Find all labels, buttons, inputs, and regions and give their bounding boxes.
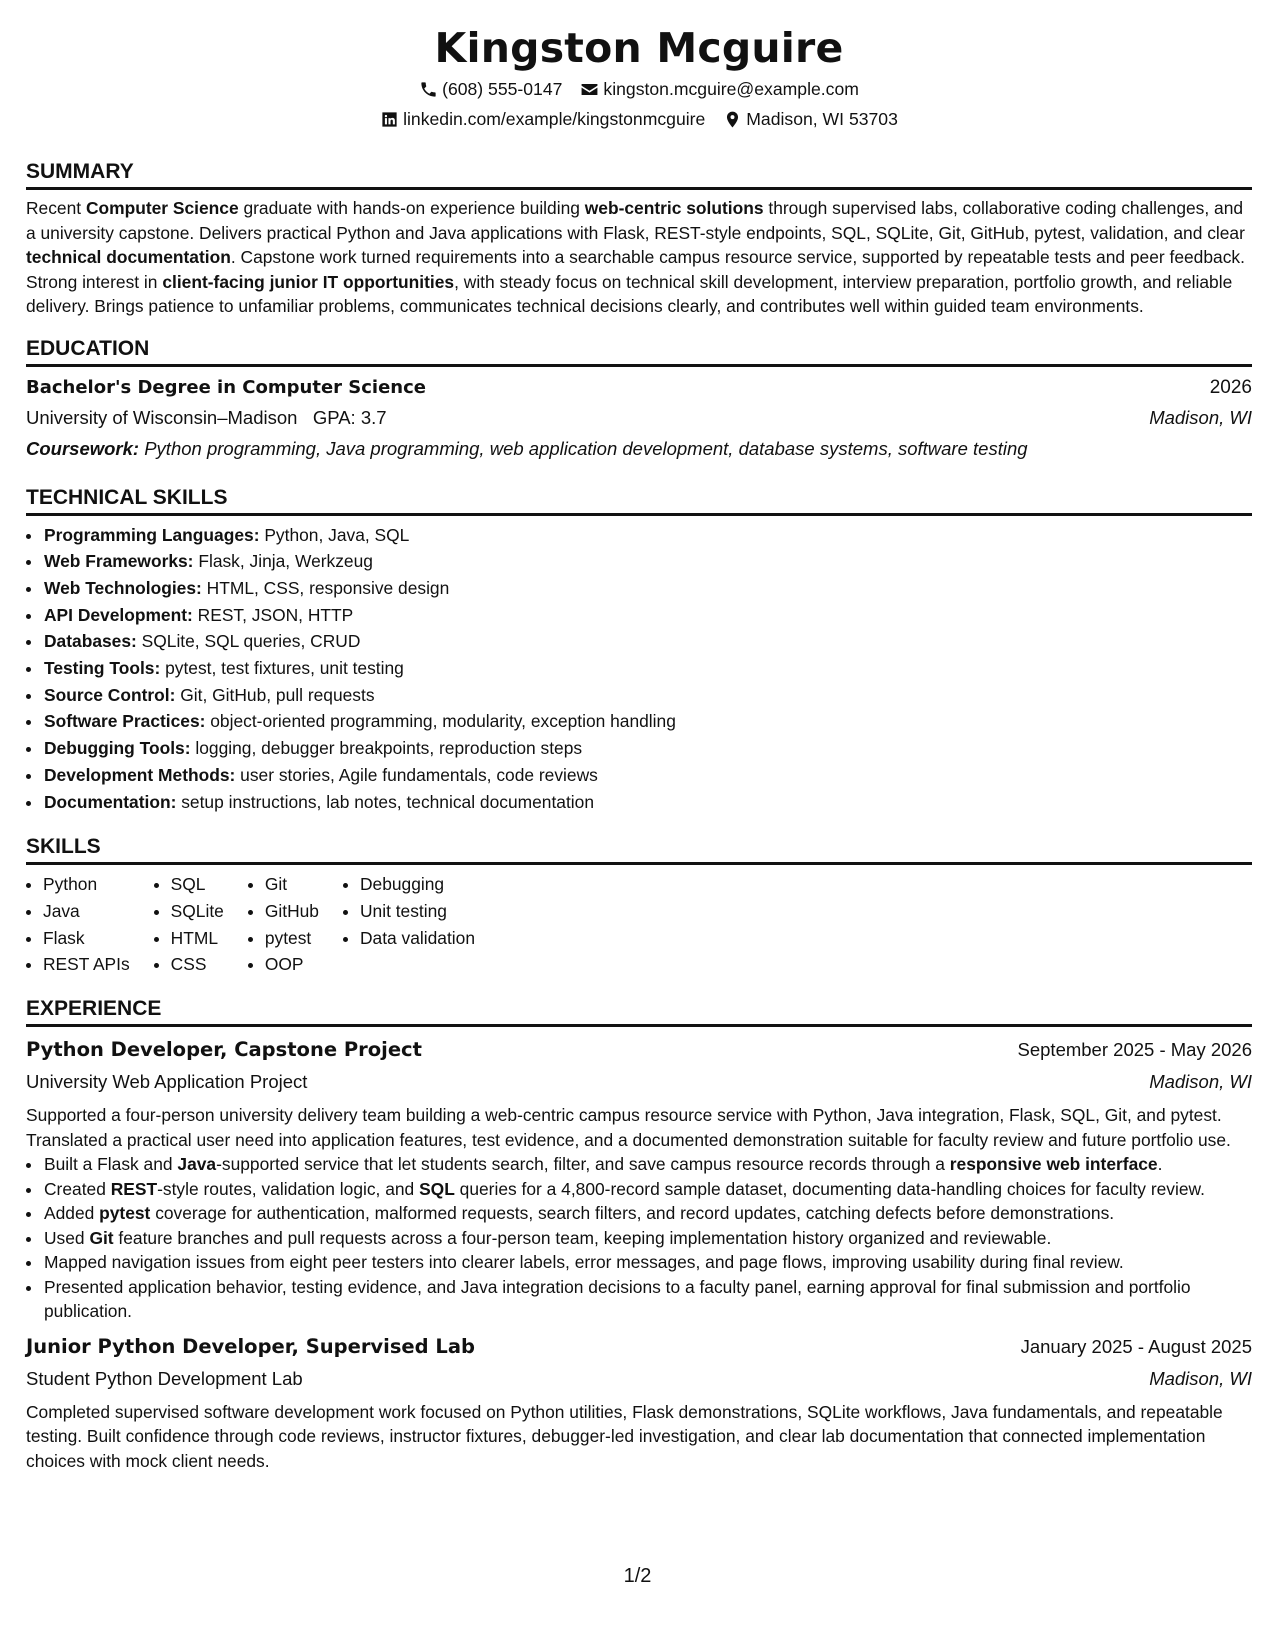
skill-item: • Java xyxy=(43,898,130,925)
summary-part: web-centric solutions xyxy=(584,198,764,218)
job-organization: Student Python Development Lab xyxy=(26,1367,303,1389)
technical-skill-label: Development Methods: xyxy=(44,764,236,785)
job-title: Junior Python Developer, Supervised Lab xyxy=(26,1334,475,1358)
degree: Bachelor's Degree in Computer Science xyxy=(26,376,426,398)
technical-skill-label: Software Practices: xyxy=(44,711,206,732)
location-text: Madison, WI 53703 xyxy=(746,109,898,129)
technical-skill-value: SQLite, SQL queries, CRUD xyxy=(141,631,361,652)
skill-item: • CSS xyxy=(171,951,224,978)
skills-columns xyxy=(26,871,1252,978)
skills-column xyxy=(343,871,475,978)
summary-part: through supervised labs, collaborative coding challenges, and a university capstone. Delivers practical Python and Java applications with Flask, REST-style endpoints, SQL, SQLite, Git, GitHub, pytest, validation, and clear xyxy=(26,198,1245,243)
technical-skill-item xyxy=(43,682,1252,709)
technical-skill-item xyxy=(43,789,1252,816)
technical-skill-value: Python, Java, SQL xyxy=(264,524,410,545)
technical-skill-label: Databases: xyxy=(44,631,137,652)
technical-skill-item xyxy=(43,575,1252,602)
skill-item: • Unit testing xyxy=(360,898,475,925)
job-description: Supported a four-person university delivery team building a web-centric campus resource service with Python, Java integration, Flask, SQL, Git, and pytest. Translated a practical user need into application features, test evidence, and a documented demonstration suitable for faculty review and future portfolio use. xyxy=(26,1105,1231,1150)
technical-skill-label: Programming Languages: xyxy=(44,524,260,545)
skill-item: • GitHub xyxy=(265,898,319,925)
job-header-row xyxy=(26,1330,1252,1364)
technical-skill-value: object-oriented programming, modularity, exception handling xyxy=(210,711,676,732)
job-entry xyxy=(26,1330,1252,1474)
job-bullet-part: Presented application behavior, testing evidence, and Java integration decisions to a faculty panel, earning approval for final submission and portfolio publication. xyxy=(44,1276,1191,1322)
experience-list xyxy=(26,1033,1252,1473)
job-org-row xyxy=(26,1364,1252,1394)
skill-item: • OOP xyxy=(265,951,319,978)
section-title-education: EDUCATION xyxy=(26,335,1252,367)
job-header-row xyxy=(26,1033,1252,1067)
skills-column xyxy=(154,871,224,978)
page-number: 1/2 xyxy=(623,1565,652,1587)
job-bullet xyxy=(43,1201,1252,1226)
job-location: Madison, WI xyxy=(1149,1071,1252,1093)
job-bullet xyxy=(43,1226,1252,1251)
linkedin-icon xyxy=(380,110,399,129)
technical-skill-label: Web Technologies: xyxy=(44,577,202,598)
summary-text xyxy=(26,196,1252,319)
technical-skill-item xyxy=(43,628,1252,655)
skill-item: • Python xyxy=(43,871,130,898)
job-entry xyxy=(26,1033,1252,1324)
section-title-skills: SKILLS xyxy=(26,833,1252,865)
job-organization: University Web Application Project xyxy=(26,1071,308,1093)
technical-skill-label: Source Control: xyxy=(44,684,176,705)
education-row-2 xyxy=(26,403,1252,433)
summary-part: Recent xyxy=(26,198,86,218)
technical-skill-item xyxy=(43,602,1252,629)
job-bullet xyxy=(43,1250,1252,1275)
resume-page xyxy=(26,18,1252,1473)
technical-skill-label: API Development: xyxy=(44,604,193,625)
skill-item: • Flask xyxy=(43,925,130,952)
skill-item: • HTML xyxy=(171,925,224,952)
summary-part: Computer Science xyxy=(85,198,239,218)
coursework xyxy=(26,433,1252,464)
envelope-icon xyxy=(580,80,599,99)
education-section xyxy=(26,335,1252,464)
linkedin-text: linkedin.com/example/kingstonmcguire xyxy=(403,109,706,129)
job-bullet-part: SQL xyxy=(419,1178,455,1199)
summary-part: client-facing junior IT opportunities xyxy=(162,271,455,292)
summary-part: technical documentation xyxy=(26,247,231,267)
skill-item: • Debugging xyxy=(360,871,475,898)
skill-item: • pytest xyxy=(265,925,319,952)
section-title-technical-skills: TECHNICAL SKILLS xyxy=(26,484,1252,516)
technical-skill-label: Testing Tools: xyxy=(44,658,161,679)
technical-skill-value: Flask, Jinja, Werkzeug xyxy=(198,551,373,572)
job-description: Completed supervised software development work focused on Python utilities, Flask demonstrations, SQLite workflows, Java fundamentals, and repeatable testing. Built confidence through code reviews, instructor fixtures, debugger-led investigation, and clear lab documentation that connected implementation choices with mock client needs. xyxy=(26,1401,1223,1471)
job-bullet-part: Used xyxy=(44,1227,90,1248)
job-dates: January 2025 - August 2025 xyxy=(1020,1335,1252,1357)
technical-skill-label: Debugging Tools: xyxy=(44,738,191,759)
technical-skill-value: user stories, Agile fundamentals, code reviews xyxy=(240,764,598,785)
technical-skill-value: HTML, CSS, responsive design xyxy=(206,577,450,598)
graduation-year: 2026 xyxy=(1209,376,1252,398)
school-location: Madison, WI xyxy=(1149,406,1252,428)
school-name: University of Wisconsin–Madison xyxy=(26,406,298,428)
job-bullet-list xyxy=(26,1152,1252,1324)
school-line xyxy=(26,403,387,433)
job-bullet-part: coverage for authentication, malformed requests, search filters, and record updates, catching defects before demonstrations. xyxy=(150,1203,1115,1224)
technical-skill-label: Documentation: xyxy=(44,791,177,812)
coursework-text: Python programming, Java programming, web application development, database systems, software testing xyxy=(144,437,1028,459)
skill-item: • Git xyxy=(265,871,319,898)
technical-skills-section xyxy=(26,484,1252,816)
job-bullet-part: pytest xyxy=(99,1203,151,1224)
technical-skill-item xyxy=(43,548,1252,575)
coursework-label: Coursework: xyxy=(26,437,140,459)
summary-section xyxy=(26,158,1252,319)
job-bullet-part: queries for a 4,800-record sample dataset, documenting data-handling choices for faculty review. xyxy=(454,1178,1205,1199)
skills-column xyxy=(248,871,319,978)
experience-section xyxy=(26,995,1252,1473)
job-dates: September 2025 - May 2026 xyxy=(1017,1039,1252,1061)
skills-section xyxy=(26,833,1252,978)
technical-skill-value: pytest, test fixtures, unit testing xyxy=(165,658,404,679)
job-bullet-part: Built a Flask and xyxy=(44,1154,178,1175)
map-pin-icon xyxy=(723,110,742,129)
job-bullet xyxy=(43,1275,1252,1324)
job-bullet-part: Created xyxy=(44,1178,111,1199)
technical-skill-item xyxy=(43,655,1252,682)
technical-skill-value: logging, debugger breakpoints, reproduction steps xyxy=(195,738,583,759)
job-bullet xyxy=(43,1177,1252,1202)
job-bullet-part: Java xyxy=(177,1154,217,1175)
section-title-experience: EXPERIENCE xyxy=(26,995,1252,1027)
job-bullet-part: -supported service that let students search, filter, and save campus resource records through a xyxy=(216,1154,950,1175)
email-text: kingston.mcguire@example.com xyxy=(603,79,859,99)
job-title: Python Developer, Capstone Project xyxy=(26,1038,422,1062)
job-bullet-part: Git xyxy=(89,1227,114,1248)
technical-skill-item xyxy=(43,735,1252,762)
education-row-1 xyxy=(26,373,1252,403)
summary-part: graduate with hands-on experience building xyxy=(238,198,585,218)
skills-column xyxy=(26,871,130,978)
technical-skill-item xyxy=(43,762,1252,789)
job-bullet-part: Added xyxy=(44,1203,100,1224)
contact-linkedin[interactable] xyxy=(380,104,705,134)
job-location: Madison, WI xyxy=(1149,1367,1252,1389)
skill-item: • REST APIs xyxy=(43,951,130,978)
job-bullet xyxy=(43,1152,1252,1177)
contact-email[interactable] xyxy=(580,74,858,104)
skill-item: • SQL xyxy=(171,871,224,898)
technical-skill-value: Git, GitHub, pull requests xyxy=(180,684,375,705)
job-bullet-part: -style routes, validation logic, and xyxy=(157,1178,420,1199)
job-bullet-part: Mapped navigation issues from eight peer testers into clearer labels, error messages, and page flows, improving usability during final review. xyxy=(44,1252,1124,1273)
skill-item: • SQLite xyxy=(171,898,224,925)
contact-location xyxy=(723,104,898,134)
contact-line-1 xyxy=(26,74,1252,104)
job-bullet-part: REST xyxy=(110,1178,158,1199)
contact-line-2 xyxy=(26,104,1252,134)
technical-skill-item xyxy=(43,708,1252,735)
job-bullet-part: responsive web interface xyxy=(949,1154,1158,1175)
technical-skills-list xyxy=(26,522,1252,816)
candidate-name: Kingston Mcguire xyxy=(434,24,844,72)
technical-skill-value: REST, JSON, HTTP xyxy=(197,604,354,625)
contact-phone xyxy=(419,74,562,104)
job-bullet-part: . xyxy=(1157,1154,1163,1175)
summary-part: . Capstone work turned requirements into a searchable campus resource service, supported by repeatable tests and peer feedback. Strong interest in xyxy=(26,247,1245,292)
skill-item: • Data validation xyxy=(360,925,475,952)
technical-skill-item xyxy=(43,522,1252,549)
technical-skill-label: Web Frameworks: xyxy=(44,551,194,572)
phone-text: (608) 555-0147 xyxy=(442,79,563,99)
gpa: GPA: 3.7 xyxy=(312,406,387,428)
phone-icon xyxy=(419,80,438,99)
technical-skill-value: setup instructions, lab notes, technical documentation xyxy=(181,791,594,812)
section-title-summary: SUMMARY xyxy=(26,158,1252,190)
job-org-row xyxy=(26,1067,1252,1097)
job-bullet-part: feature branches and pull requests across a four-person team, keeping implementation history organized and reviewable. xyxy=(113,1227,1052,1248)
summary-part: , with steady focus on technical skill development, interview preparation, portfolio growth, and reliable delivery. Brings patience to unfamiliar problems, communicates technical decisions clearly, and contributes well within guided team environments. xyxy=(26,271,1233,316)
